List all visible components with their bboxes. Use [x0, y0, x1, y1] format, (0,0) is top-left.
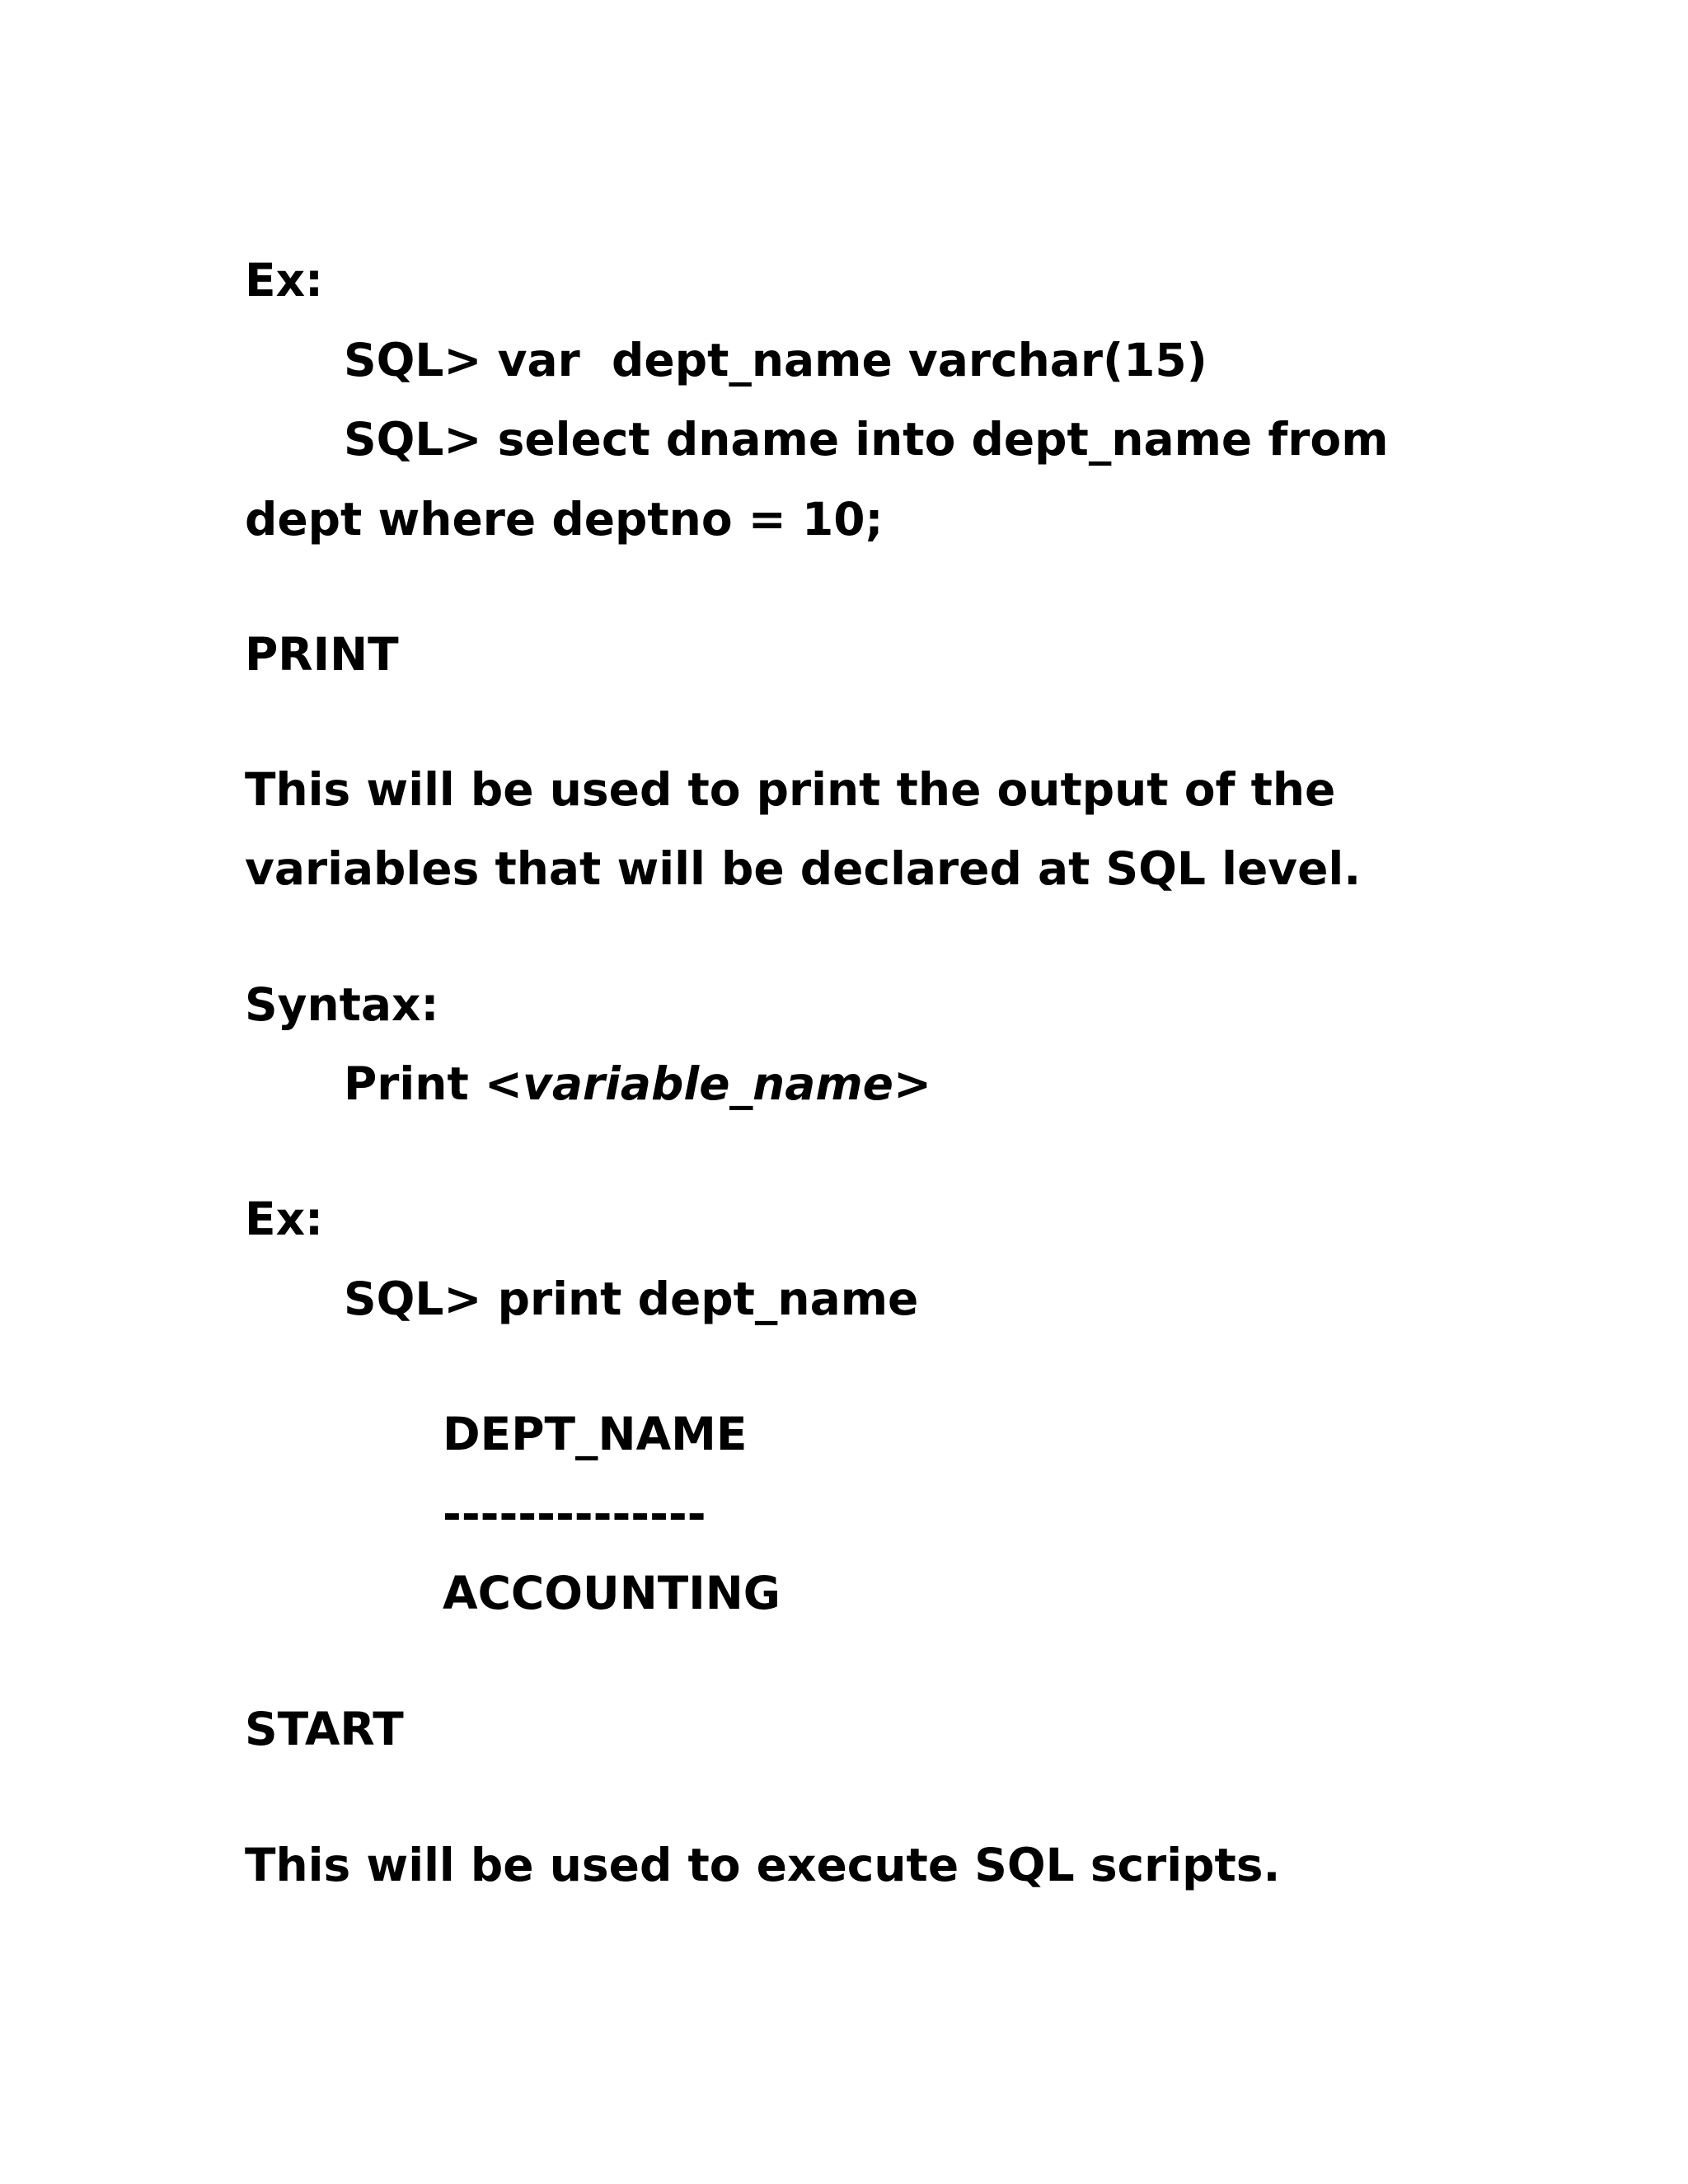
code-line-print: SQL> print dept_name [344, 1272, 919, 1325]
output-column-header: DEPT_NAME [443, 1408, 748, 1460]
section-heading-start: START [245, 1703, 404, 1755]
start-description: This will be used to execute SQL scripts. [245, 1839, 1281, 1891]
syntax-suffix: > [893, 1057, 932, 1110]
syntax-line [344, 1057, 932, 1110]
syntax-prefix: Print < [344, 1057, 523, 1110]
code-line-select: SQL> select dname into dept_name from [344, 413, 1389, 466]
section-heading-print: PRINT [245, 628, 399, 681]
output-divider: -------------- [443, 1488, 706, 1540]
syntax-label: Syntax: [245, 978, 439, 1031]
example-label-2: Ex: [245, 1193, 324, 1245]
example-label: Ex: [245, 254, 324, 307]
code-line-var-declaration: SQL> var dept_name varchar(15) [344, 334, 1207, 387]
code-line-select-continued: dept where deptno = 10; [245, 493, 884, 546]
syntax-parameter: variable_name [522, 1057, 893, 1110]
print-description-line-1: This will be used to print the output of the [245, 763, 1336, 816]
output-value: ACCOUNTING [443, 1567, 781, 1619]
print-description-line-2: variables that will be declared at SQL level. [245, 842, 1362, 895]
